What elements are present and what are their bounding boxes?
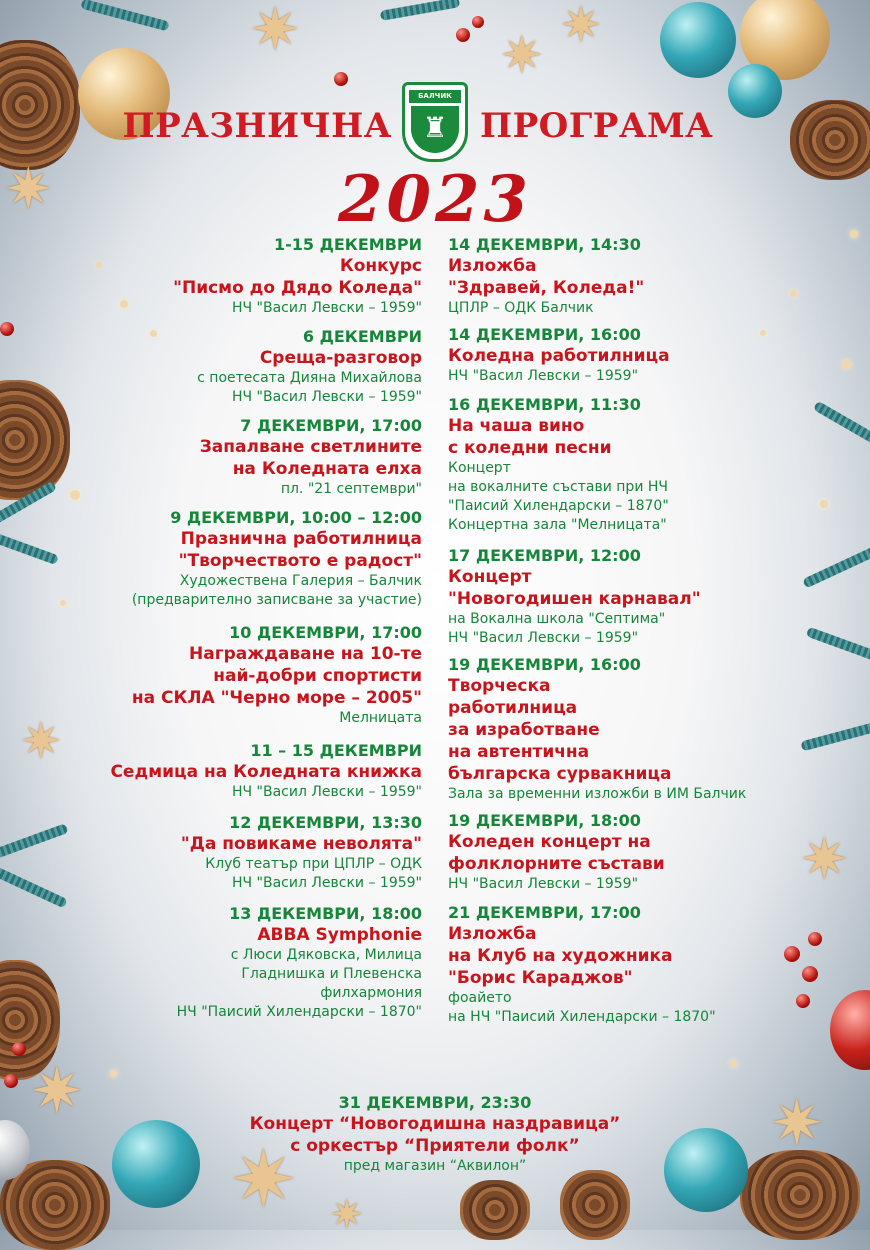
event-title-line: на Клуб на художника [448,946,673,966]
event-title-line: с оркестър “Приятели фолк” [290,1136,580,1156]
event-title-line: с коледни песни [448,438,612,458]
event-item [448,394,798,535]
event-info-line: НЧ "Васил Левски – 1959" [448,630,639,646]
event-date: 6 ДЕКЕМВРИ [302,327,422,346]
event-item [40,740,422,802]
event-info-line: Художествена Галерия – Балчик [179,573,422,589]
event-info-line: Гладнишка и Плевенска [241,966,422,982]
event-title-line: Запалване светлините [199,437,422,457]
event-info-line: НЧ "Васил Левски – 1959" [231,784,422,800]
pine-branch-icon [813,401,870,450]
title-left: ПРАЗНИЧНА [122,106,392,146]
event-date: 7 ДЕКЕМВРИ, 17:00 [240,416,422,435]
left-event-column [40,234,422,1022]
star-icon: ✷ [230,1133,298,1226]
event-title-line: "Творчеството е радост" [178,551,422,571]
event-info-line: на Вокална школа "Септима" [448,611,666,627]
event-title-line: "Новогодишен карнавал" [448,589,701,609]
berry-icon [4,1074,18,1088]
star-icon: ✷ [20,712,62,770]
event-title-line: "Писмо до Дядо Коледа" [173,278,422,298]
berry-icon [808,932,822,946]
star-icon: ✷ [800,825,849,893]
event-info-line: Мелницата [339,710,422,726]
event-venue: пред магазин “Аквилон” [343,1158,527,1174]
event-title-line: Концерт [448,567,532,587]
event-title-line: българска сурвакница [448,764,672,784]
event-date: 19 ДЕКЕМВРИ, 18:00 [448,811,641,830]
berry-icon [802,966,818,982]
ornament-ball-icon [660,2,736,78]
berry-icon [796,994,810,1008]
balchik-crest-logo [402,82,468,162]
event-info-line: ЦПЛР – ОДК Балчик [448,300,594,316]
event-item [448,545,798,648]
sparkle-dot [820,500,828,508]
pine-branch-icon [80,0,170,31]
event-title-line: на Коледната елха [232,459,422,479]
event-title-line: Награждаване на 10-те [189,644,422,664]
event-info-line: НЧ "Васил Левски – 1959" [231,875,422,891]
event-date: 12 ДЕКЕМВРИ, 13:30 [229,813,422,832]
year-title: 2023 [337,162,533,237]
event-title-line: Изложба [448,924,537,944]
event-title-line: "Да повикаме неволята" [180,834,422,854]
event-info-line: на вокалните състави при НЧ [448,479,668,495]
pinecone-icon [460,1180,530,1240]
event-title-line: на автентична [448,742,590,762]
event-title-line: на СКЛА "Черно море – 2005" [131,688,422,708]
berry-icon [0,322,14,336]
event-title-line: "Здравей, Коледа!" [448,278,645,298]
event-info-line: Зала за временни изложби в ИМ Балчик [448,786,747,802]
right-event-column [448,234,798,1027]
pine-branch-icon [806,627,870,664]
crest-emblem-icon: ♜ [411,106,459,153]
event-item [40,903,422,1022]
event-title-line: Концерт “Новогодишна наздравица” [249,1114,621,1134]
pine-branch-icon [380,0,461,21]
ornament-ball-icon [830,990,870,1070]
event-info-line: на НЧ "Паисий Хилендарски – 1870" [448,1009,716,1025]
pine-branch-icon [800,719,870,752]
event-info-line: "Паисий Хилендарски – 1870" [448,498,669,514]
event-info-line: НЧ "Васил Левски – 1959" [448,368,639,384]
event-info-line: пл. "21 септември" [280,481,422,497]
star-icon: ✷ [560,0,602,54]
star-icon: ✷ [250,0,301,65]
event-date: 13 ДЕКЕМВРИ, 18:00 [229,904,422,923]
star-icon: ✷ [4,155,53,223]
event-title-line: за изработване [448,720,600,740]
star-icon: ✷ [330,1192,364,1238]
event-date: 31 ДЕКЕМВРИ, 23:30 [338,1093,532,1112]
event-title-line: "Борис Караджов" [448,968,633,988]
star-icon: ✷ [500,26,544,86]
event-title-line: Коледен концерт на [448,832,651,852]
event-info-line: с поетесата Дияна Михайлова [197,370,422,386]
event-date: 17 ДЕКЕМВРИ, 12:00 [448,546,641,565]
event-item [40,622,422,728]
star-icon: ✷ [770,1087,824,1161]
event-item [448,234,798,318]
event-item [40,812,422,893]
event-date: 21 ДЕКЕМВРИ, 17:00 [448,903,641,922]
event-title-line: Седмица на Коледната книжка [110,762,422,782]
event-title-line: ABBA Symphonie [257,925,422,945]
sparkle-dot [110,1070,117,1077]
event-item [40,234,422,318]
event-date: 11 – 15 ДЕКЕМВРИ [250,741,422,760]
event-title-line: Празнична работилница [180,529,422,549]
event-title-line: най-добри спортисти [213,666,422,686]
pine-branch-icon [802,541,870,588]
sparkle-dot [842,360,851,369]
event-title-line: На чаша вино [448,416,585,436]
event-info-line: Концерт [448,460,511,476]
event-item [448,654,798,804]
berry-icon [456,28,470,42]
star-icon: ✷ [30,1055,84,1129]
event-info-line: филхармония [320,985,422,1001]
berry-icon [472,16,484,28]
event-info-line: фоайето [448,990,512,1006]
event-date: 9 ДЕКЕМВРИ, 10:00 – 12:00 [170,508,422,527]
event-item [40,415,422,499]
event-item [448,810,798,894]
event-title-line: Творческа [448,676,551,696]
event-date: 16 ДЕКЕМВРИ, 11:30 [448,395,641,414]
final-event [0,1087,870,1176]
event-title-line: Изложба [448,256,537,276]
event-info-line: НЧ "Васил Левски – 1959" [231,389,422,405]
event-info-line: (предварително записване за участие) [131,592,422,608]
event-info-line: НЧ "Васил Левски – 1959" [231,300,422,316]
event-title-line: Среща-разговор [259,348,422,368]
event-date: 19 ДЕКЕМВРИ, 16:00 [448,655,641,674]
event-title-line: Коледна работилница [448,346,670,366]
event-title-line: Конкурс [339,256,422,276]
title-right: ПРОГРАМА [480,106,714,146]
event-item [40,507,422,610]
event-date: 14 ДЕКЕМВРИ, 14:30 [448,235,641,254]
event-date: 10 ДЕКЕМВРИ, 17:00 [229,623,422,642]
event-date: 1-15 ДЕКЕМВРИ [273,235,422,254]
event-item [40,326,422,407]
event-info-line: с Люси Дяковска, Милица [230,947,422,963]
berry-icon [12,1042,26,1056]
event-date: 14 ДЕКЕМВРИ, 16:00 [448,325,641,344]
event-title-line: работилница [448,698,578,718]
event-info-line: Концертна зала "Мелницата" [448,517,667,533]
event-item [448,324,798,386]
event-title-line: фолклорните състави [448,854,665,874]
event-info-line: Клуб театър при ЦПЛР – ОДК [205,856,422,872]
poster-header [0,78,870,168]
event-item [448,902,798,1027]
event-info-line: НЧ "Паисий Хилендарски – 1870" [176,1004,422,1020]
sparkle-dot [730,1060,737,1067]
crest-label: БАЛЧИК [409,90,461,103]
event-info-line: НЧ "Васил Левски – 1959" [448,876,639,892]
